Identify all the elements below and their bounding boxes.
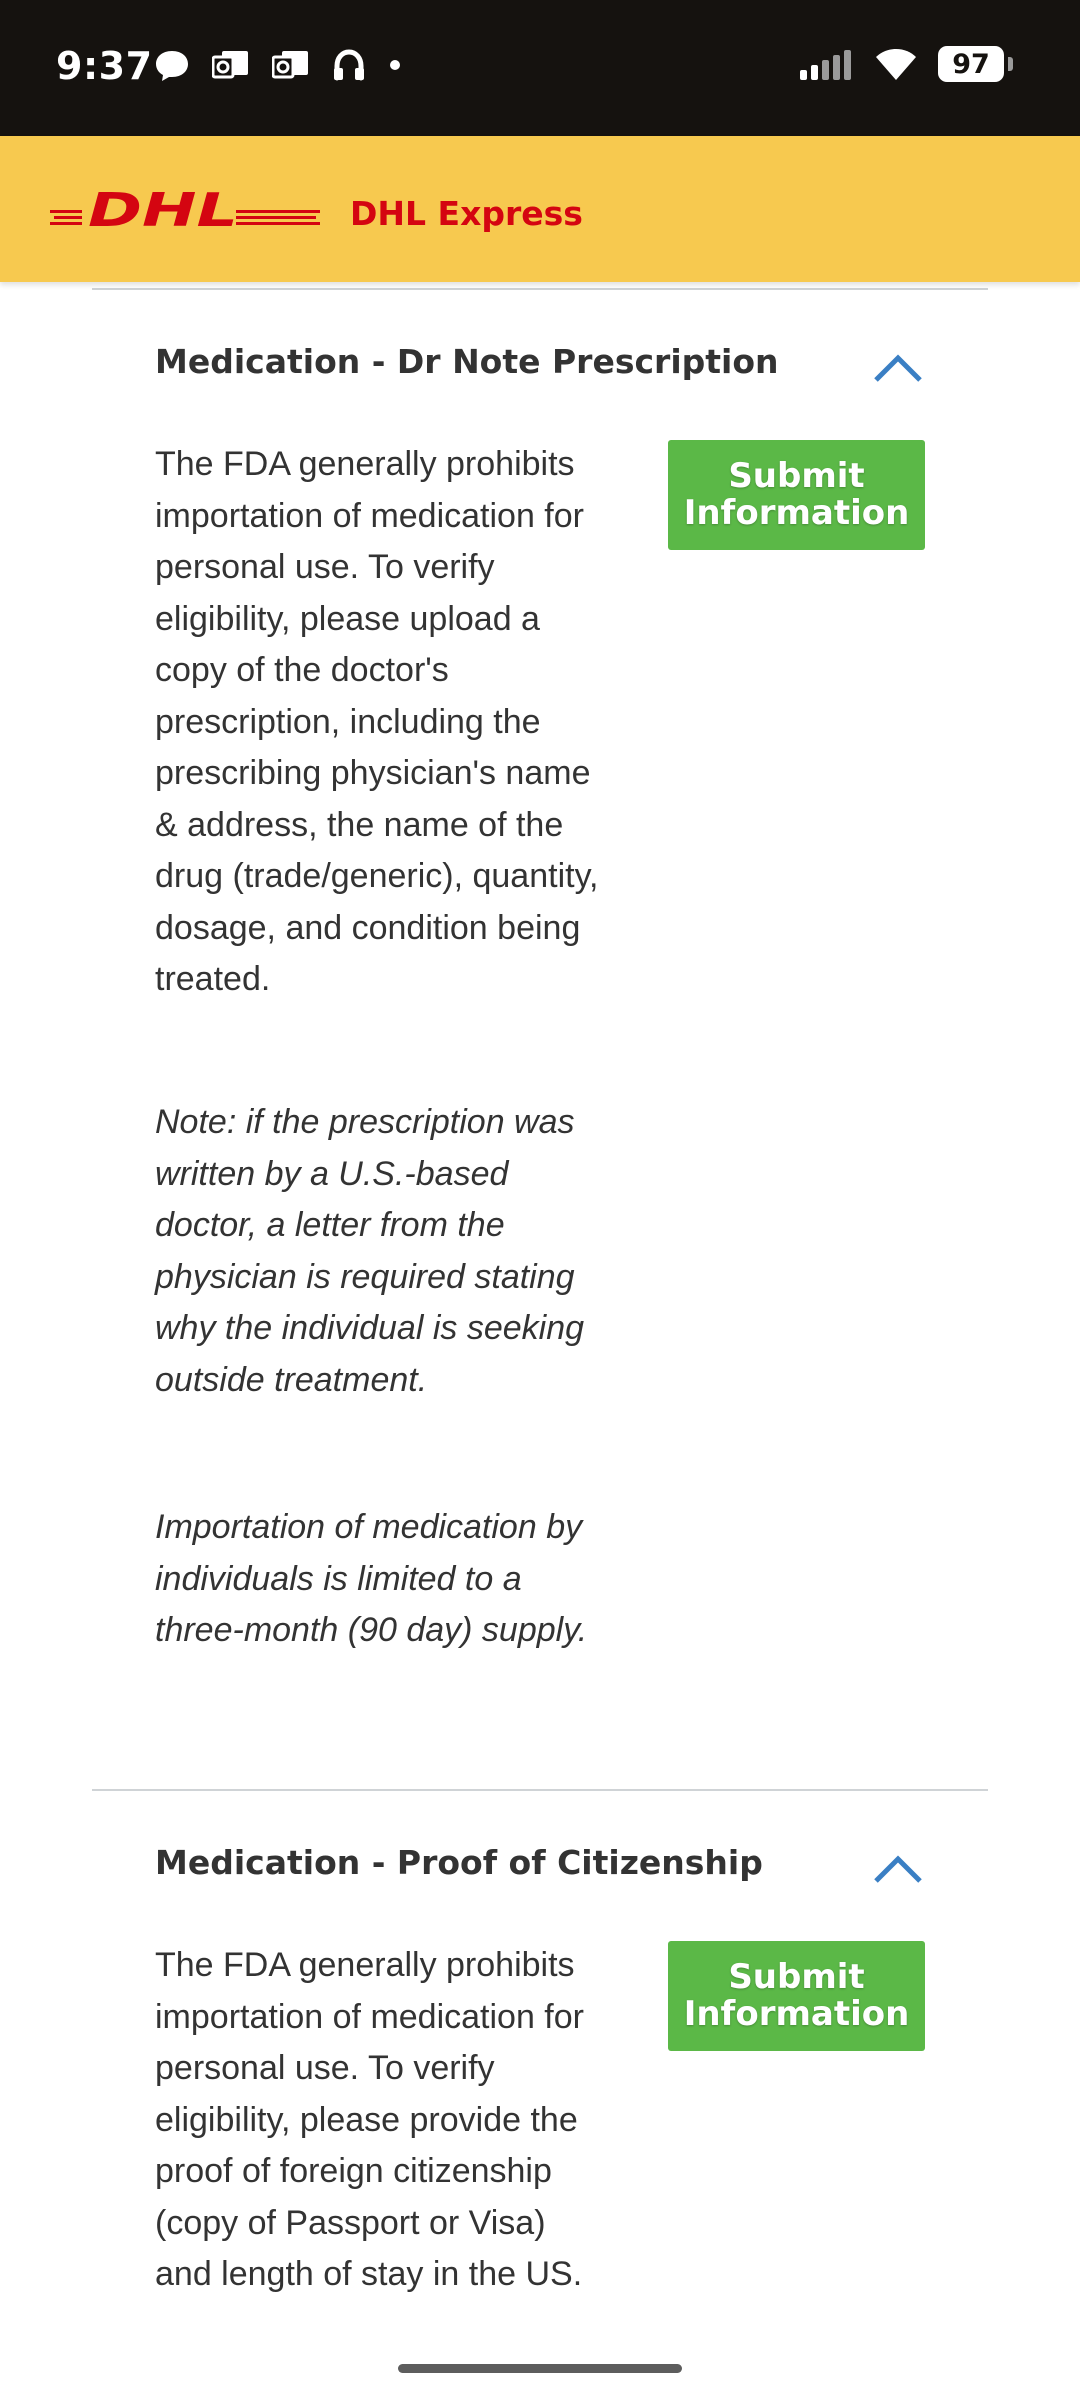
wifi-icon [874,47,918,81]
battery-icon [938,46,1004,82]
status-right [798,46,1004,82]
brand-label[interactable]: DHL Express [350,194,583,233]
dhl-logo-text: DHL [88,188,238,232]
status-time: 9:37 [56,44,153,88]
limit-paragraph: Importation of medication by individuals is limited to a three-month (90 day) supply. [155,1508,588,1649]
submit-button-line2: Information [683,1994,910,2034]
home-indicator[interactable] [398,2364,682,2373]
submit-information-button[interactable] [668,1941,925,2051]
submit-button-line1: Submit [728,1957,865,1997]
submit-button-line1: Submit [728,456,865,496]
description-paragraph: The FDA generally prohibits importation of medication for personal use. To verify eligibility, please provide the proof of foreign citizenship (copy of Passport or Visa) and length of stay in the US. [155,1946,584,2293]
notification-icons [154,48,402,82]
section-title-dr-note[interactable]: Medication - Dr Note Prescription [155,342,779,381]
headphones-icon [332,48,366,82]
section-divider [92,288,988,290]
section-title-citizenship[interactable]: Medication - Proof of Citizenship [155,1843,763,1882]
description-paragraph: The FDA generally prohibits importation of medication for personal use. To verify eligibility, please upload a copy of the doctor's prescription, including the prescribing physician's name & address, the name of the drug (trade/generic), quantity, dosage, and condition being treated. [155,445,599,998]
dhl-header [0,136,1080,282]
battery-level: 97 [952,48,990,80]
outlook-mail-icon [212,49,250,81]
chat-bubble-icon [154,48,190,82]
chevron-up-icon[interactable] [872,353,924,383]
signal-icon [798,48,854,80]
status-bar [0,0,1080,136]
more-dot-icon [388,58,402,72]
outlook-mail-icon-2 [272,49,310,81]
submit-information-button[interactable] [668,440,925,550]
note-paragraph: Note: if the prescription was written by a U.S.-based doctor, a letter from the physician is required stating why the individual is seeking outside treatment. [155,1103,585,1399]
section-divider [92,1789,988,1791]
dhl-logo-icon[interactable] [50,188,320,232]
chevron-up-icon[interactable] [872,1854,924,1884]
submit-button-line2: Information [683,493,910,533]
